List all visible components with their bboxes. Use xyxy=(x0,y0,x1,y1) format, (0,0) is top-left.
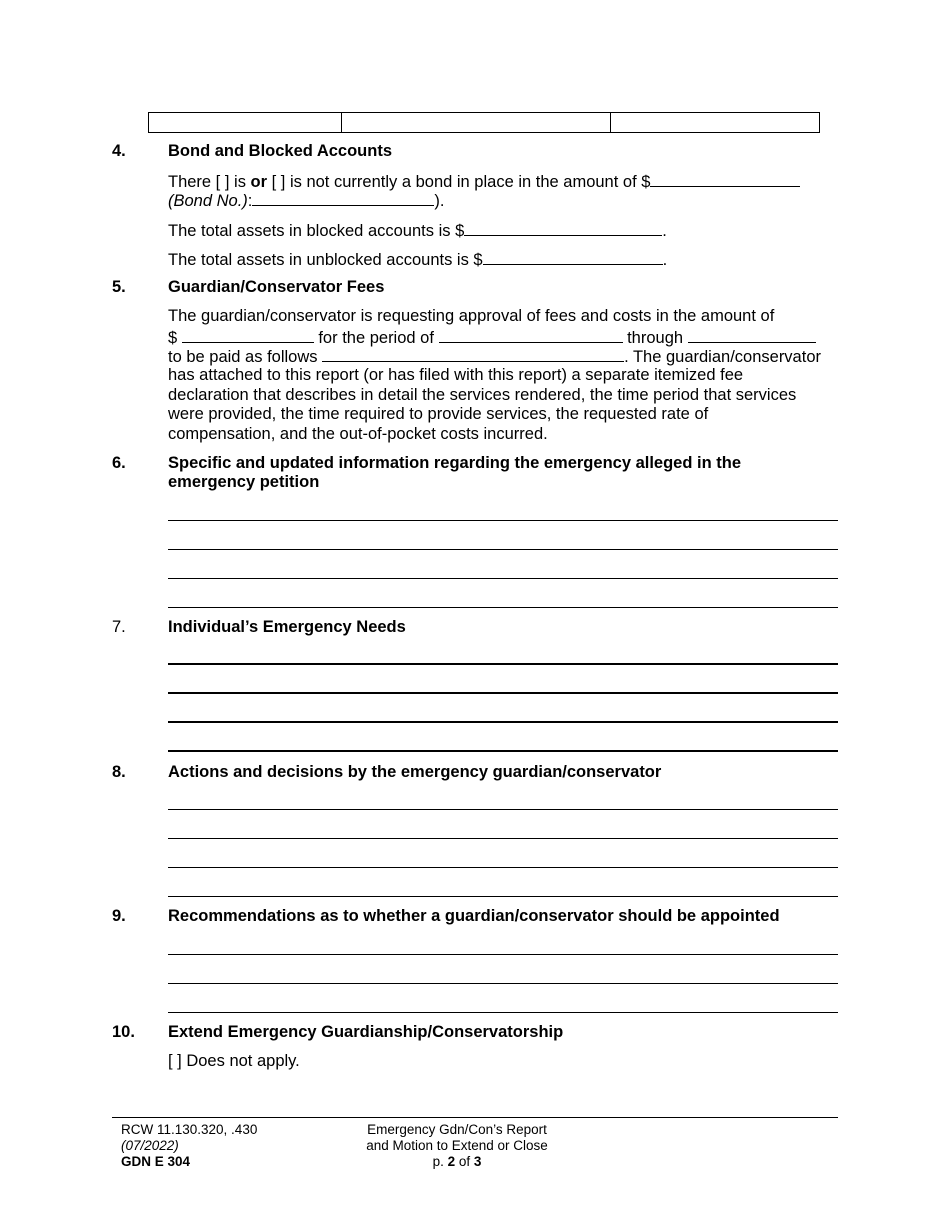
fees-through-text: through xyxy=(622,329,688,347)
footer-form-id: GDN E 304 xyxy=(121,1154,191,1169)
bond-number-field[interactable] xyxy=(252,190,434,206)
page-prefix: p. xyxy=(432,1154,448,1169)
section-number: 10. xyxy=(112,1023,135,1041)
section-heading: Extend Emergency Guardianship/Conservatorship xyxy=(168,1023,564,1041)
section-number: 4. xyxy=(112,142,126,160)
footer-rcw: RCW 11.130.320, .430 xyxy=(121,1122,258,1137)
page-total: 3 xyxy=(473,1154,482,1169)
does-not-apply-checkbox[interactable]: [ ] Does not apply. xyxy=(168,1052,300,1070)
bond-no-close: ). xyxy=(434,192,445,210)
fees-payment-field[interactable] xyxy=(322,346,624,362)
answer-line[interactable] xyxy=(168,692,838,694)
answer-line[interactable] xyxy=(168,896,838,897)
footer-title-line1: Emergency Gdn/Con’s Report xyxy=(367,1122,547,1137)
footer-left xyxy=(121,1122,257,1170)
section-number: 5. xyxy=(112,278,126,296)
page-current: 2 xyxy=(447,1154,456,1169)
answer-line[interactable] xyxy=(168,838,838,839)
fees-line-1: The guardian/conservator is requesting approval of fees and costs in the amount of xyxy=(168,307,775,325)
footer-page-number xyxy=(352,1154,562,1170)
section-heading: Bond and Blocked Accounts xyxy=(168,142,392,160)
answer-line[interactable] xyxy=(168,867,838,868)
fees-dollar: $ xyxy=(168,329,182,347)
answer-line[interactable] xyxy=(168,809,838,810)
fees-line-3 xyxy=(168,346,821,367)
answer-line[interactable] xyxy=(168,578,838,579)
table-cell xyxy=(149,113,342,132)
unblocked-text: The total assets in unblocked accounts is $ xyxy=(168,251,483,269)
answer-line[interactable] xyxy=(168,954,838,955)
page-of: of xyxy=(455,1154,474,1169)
section-number: 9. xyxy=(112,907,126,925)
bond-line xyxy=(168,171,800,192)
fees-amount-field[interactable] xyxy=(182,327,314,343)
blocked-amount-field[interactable] xyxy=(464,220,662,236)
bond-amount-field[interactable] xyxy=(650,171,800,187)
section-heading: Guardian/Conservator Fees xyxy=(168,278,385,296)
answer-line[interactable] xyxy=(168,750,838,752)
section-number: 6. xyxy=(112,454,126,472)
answer-line[interactable] xyxy=(168,549,838,550)
answer-line[interactable] xyxy=(168,721,838,723)
fees-line-6: were provided, the time required to provide services, the requested rate of xyxy=(168,405,709,423)
bond-post-text: [ ] is not currently a bond in place in the amount of $ xyxy=(267,173,651,191)
continuation-table xyxy=(148,112,820,133)
table-cell xyxy=(611,113,819,132)
section-heading-continued: emergency petition xyxy=(168,473,320,491)
bond-pre-text: There [ ] is xyxy=(168,173,251,191)
fees-paid-text: to be paid as follows xyxy=(168,348,323,366)
footer-title-line2: and Motion to Extend or Close xyxy=(366,1138,548,1153)
blocked-text: The total assets in blocked accounts is $ xyxy=(168,222,465,240)
table-cell xyxy=(342,113,611,132)
answer-line[interactable] xyxy=(168,983,838,984)
section-heading: Specific and updated information regarding the emergency alleged in the xyxy=(168,454,742,472)
answer-line[interactable] xyxy=(168,520,838,521)
fees-line-2 xyxy=(168,327,816,348)
fees-line3-end: . The guardian/conservator xyxy=(624,348,821,366)
footer-date: (07/2022) xyxy=(121,1138,179,1153)
bond-no-label: (Bond No.) xyxy=(168,192,248,210)
fees-line-5: declaration that describes in detail the services rendered, the time period that services xyxy=(168,386,797,404)
answer-line[interactable] xyxy=(168,663,838,665)
unblocked-accounts-line xyxy=(168,249,667,270)
section-heading: Actions and decisions by the emergency guardian/conservator xyxy=(168,763,662,781)
section-heading: Individual’s Emergency Needs xyxy=(168,618,406,636)
unblocked-amount-field[interactable] xyxy=(483,249,663,265)
bond-or-text: or xyxy=(250,173,268,191)
fees-line-7: compensation, and the out-of-pocket costs incurred. xyxy=(168,425,548,443)
blocked-end: . xyxy=(662,222,667,240)
answer-line[interactable] xyxy=(168,607,838,608)
fees-period-end-field[interactable] xyxy=(688,327,816,343)
bond-number-line xyxy=(168,190,444,211)
footer-center xyxy=(352,1122,562,1170)
fees-line-4: has attached to this report (or has filed with this report) a separate itemized fee xyxy=(168,366,744,384)
unblocked-end: . xyxy=(662,251,668,269)
bond-no-colon: : xyxy=(247,192,253,210)
fees-period-start-field[interactable] xyxy=(439,327,623,343)
section-heading: Recommendations as to whether a guardian/conservator should be appointed xyxy=(168,907,780,925)
answer-line[interactable] xyxy=(168,1012,838,1013)
fees-period-text: for the period of xyxy=(313,329,439,347)
blocked-accounts-line xyxy=(168,220,667,241)
section-number: 7. xyxy=(112,618,126,636)
footer-divider xyxy=(112,1117,838,1118)
section-number: 8. xyxy=(112,763,126,781)
